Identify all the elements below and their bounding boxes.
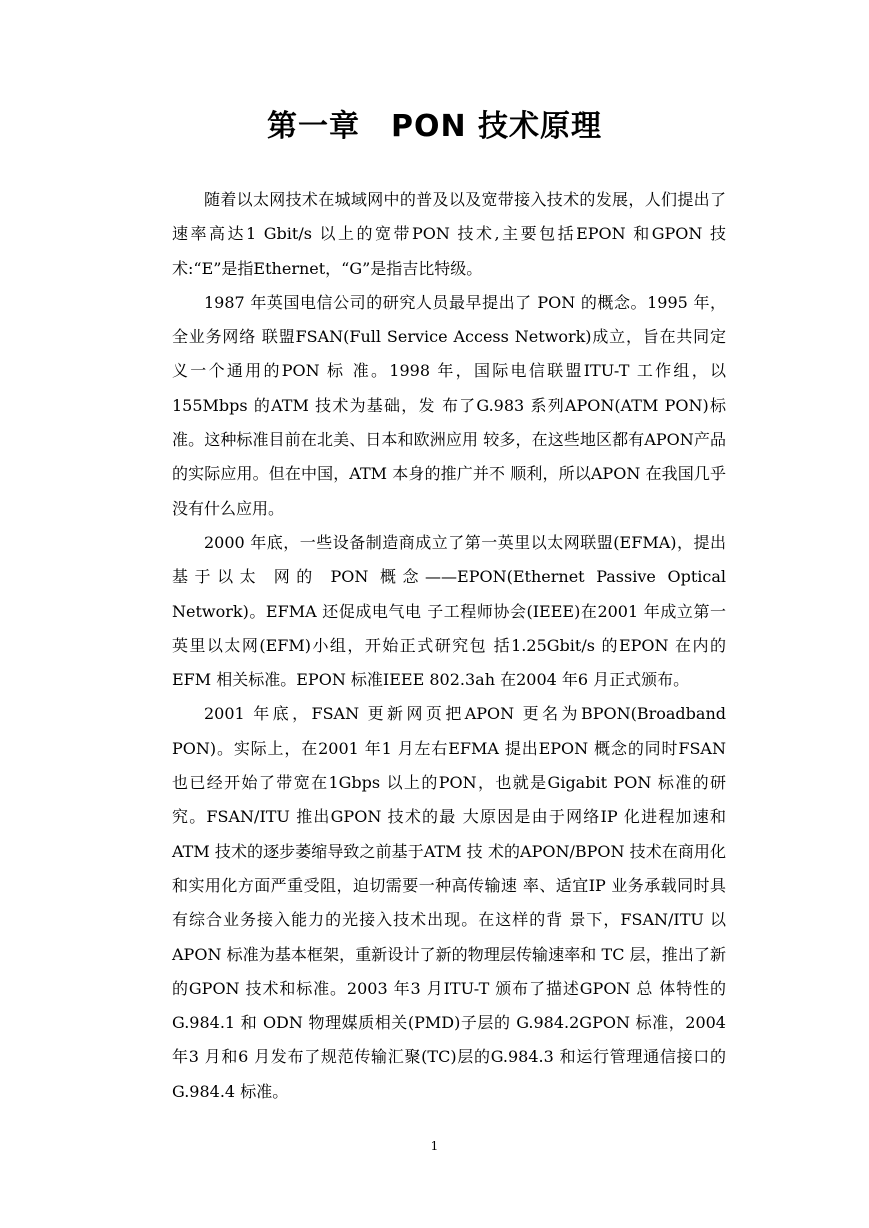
paragraph-apon-history: 1987 年英国电信公司的研究人员最早提出了 PON 的概念。1995 年，全业务网络 联盟FSAN(Full Service Access Network)成立，旨在共同定义一个通用的PON 标 准。1998 年，国际电信联盟ITU-T 工作组，以 155Mbps 的ATM 技术为基础，发 布了G.983 系列APON(ATM PON)标准。这种标准目前在北美、日本和欧洲应用 较多，在这些地区都有APON产品的实际应用。但在中国，ATM 本身的推广并不 顺利，所以APON 在我国几乎没有什么应用。 bbox=[172, 292, 726, 518]
paragraph-gpon-history: 2001 年底，FSAN 更新网页把APON 更名为BPON(Broadband PON)。实际上，在2001 年1 月左右EFMA 提出EPON 概念的同时FSAN 也已经开始了带宽在1Gbps 以上的PON，也就是Gigabit PON 标准的研究。FSAN/ITU 推出GPON 技术的最 大原因是由于网络IP 化进程加速和ATM 技术的逐步萎缩导致之前基于ATM 技 术的APON/BPON 技术在商用化和实用化方面严重受阻，迫切需要一种高传输速 率、适宜IP 业务承载同时具有综合业务接入能力的光接入技术出现。在这样的背 景下，FSAN/ITU 以APON 标准为基本框架，重新设计了新的物理层传输速率和 TC 层，推出了新的GPON 技术和标准。2003 年3 月ITU-T 颁布了描述GPON 总 体特性的 G.984.1 和 ODN 物理媒质相关(PMD)子层的 G.984.2GPON 标准，2004 年3 月和6 月发布了规范传输汇聚(TC)层的G.984.3 和运行管理通信接口的G.984.4 标准。 bbox=[172, 704, 726, 1101]
chapter-title: 第一章 PON 技术原理 bbox=[266, 109, 603, 144]
paragraph-intro: 随着以太网技术在城域网中的普及以及宽带接入技术的发展，人们提出了速率高达1 Gbit/s 以上的宽带PON 技术,主要包括EPON 和GPON 技术:“E”是指Ethernet，“G”是指吉比特级。 bbox=[172, 190, 726, 278]
paragraph-epon-history: 2000 年底，一些设备制造商成立了第一英里以太网联盟(EFMA)，提出基于以太 网的 PON 概念——EPON(Ethernet Passive Optical Network)。EFMA 还促成电气电 子工程师协会(IEEE)在2001 年成立第一英里以太网(EFM)小组，开始正式研究包 括1.25Gbit/s 的EPON 在内的 EFM 相关标准。EPON 标准IEEE 802.3ah 在2004 年6 月正式颁布。 bbox=[172, 532, 726, 690]
body-text bbox=[172, 183, 726, 1109]
page-number: 1 bbox=[430, 1139, 439, 1153]
